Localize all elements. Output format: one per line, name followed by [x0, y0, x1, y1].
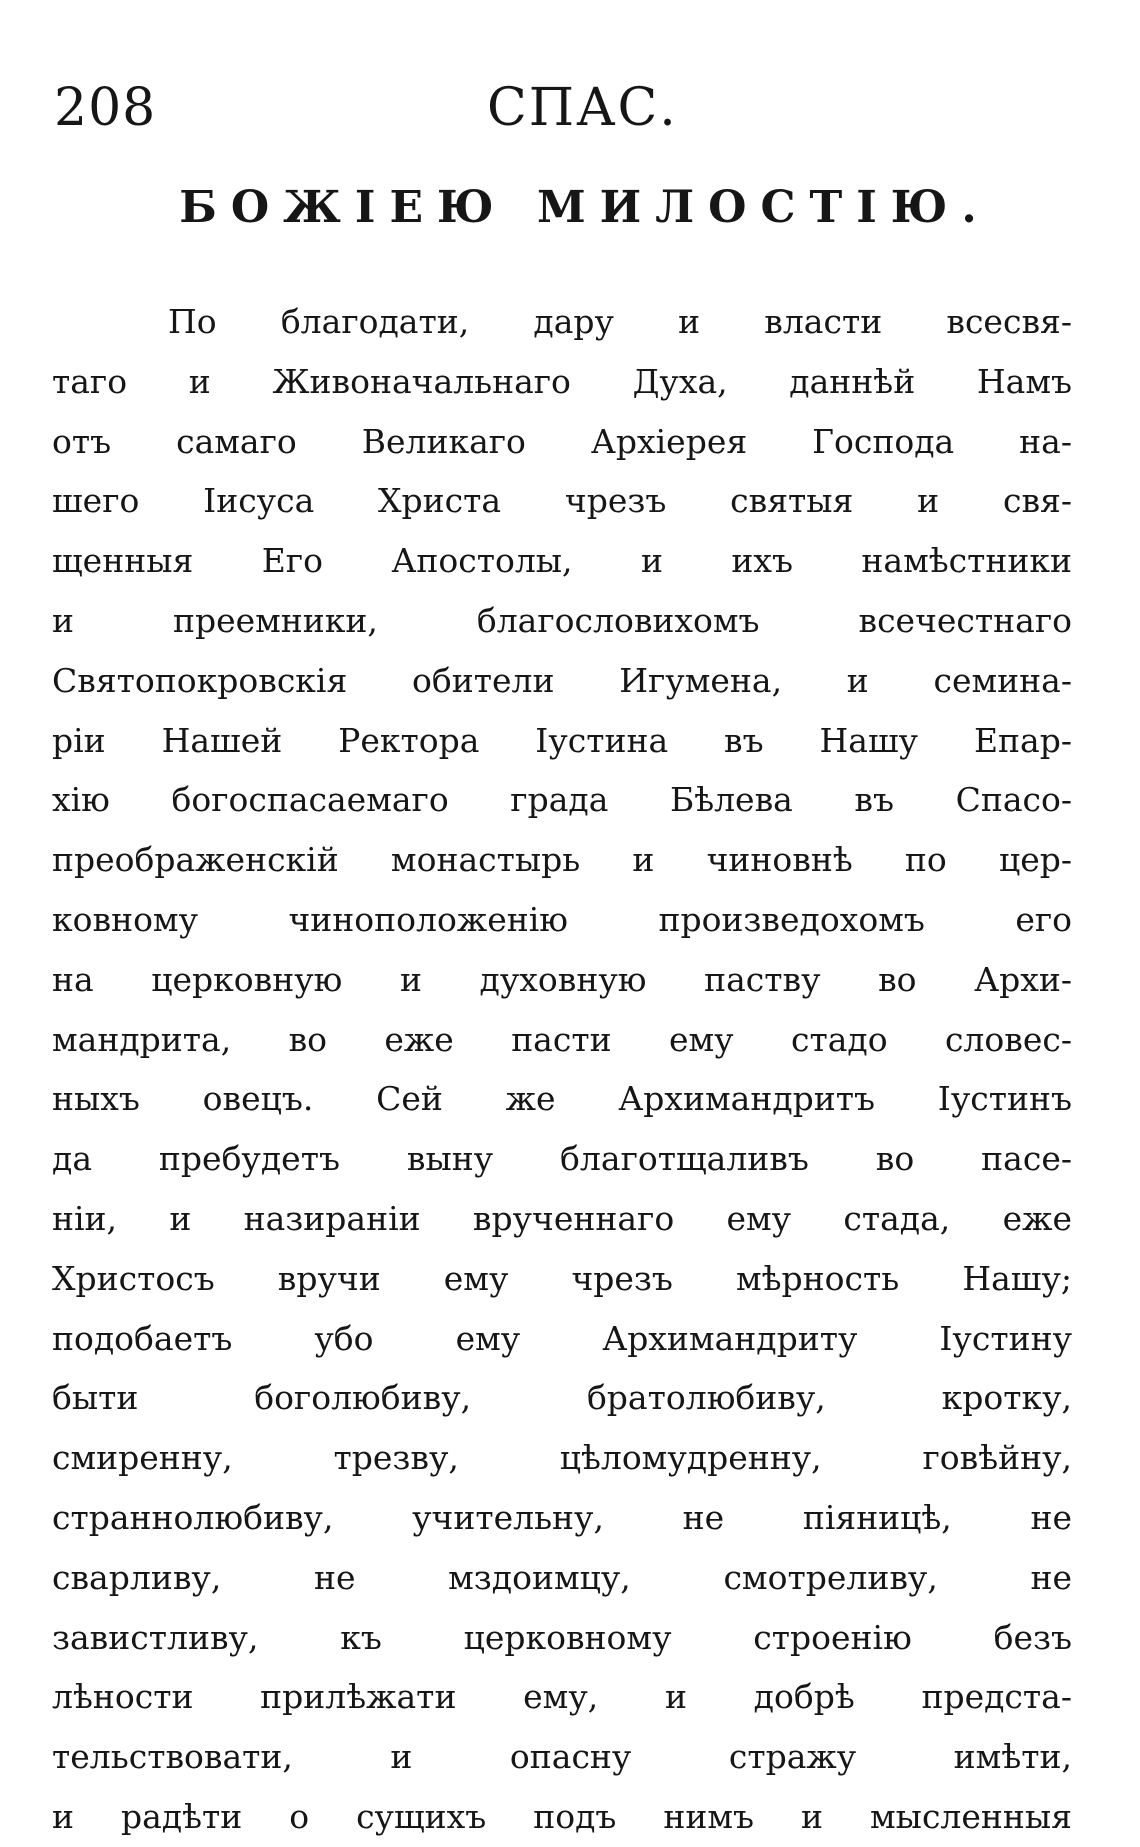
- text-line: сварливу, не мздоимцу, смотреливу, не: [52, 1557, 1072, 1597]
- text-line: отъ самаго Великаго Архіерея Господа на-: [52, 421, 1072, 461]
- running-head: [52, 78, 1062, 158]
- text-line: таго и Живоначальнаго Духа, даннѣй Намъ: [52, 361, 1072, 401]
- text-line: лѣности прилѣжати ему, и добрѣ предста-: [52, 1677, 1072, 1717]
- text-line: преображенскій монастырь и чиновнѣ по цер-: [52, 840, 1072, 880]
- text-line: хію богоспасаемаго града Бѣлева въ Спасо-: [52, 780, 1072, 820]
- text-line: Христосъ вручи ему чрезъ мѣрность Нашу;: [52, 1258, 1072, 1298]
- text-line: на церковную и духовную паству во Архи-: [52, 959, 1072, 999]
- text-line: Святопокровскія обители Игумена, и семина-: [52, 660, 1072, 700]
- text-line: ковному чиноположенію произведохомъ его: [52, 899, 1072, 939]
- text-line: ныхъ овецъ. Сей же Архимандритъ Іустинъ: [52, 1079, 1072, 1119]
- text-line: подобаетъ убо ему Архимандриту Іустину: [52, 1318, 1072, 1358]
- text-line: тельствовати, и опасну стражу имѣти,: [52, 1737, 1072, 1777]
- section-heading: БОЖІЕЮ МИЛОСТІЮ.: [179, 182, 991, 233]
- text-line: По благодати, дару и власти всесвя-: [168, 302, 1072, 341]
- text-line: страннолюбиву, учительну, не піяницѣ, не: [52, 1497, 1072, 1537]
- text-line: и радѣти о сущихъ подъ нимъ и мысленныя: [52, 1796, 1072, 1836]
- text-line: ніи, и назираніи врученнаго ему стада, еже: [52, 1198, 1072, 1238]
- text-line: да пребудетъ выну благотщаливъ во пасе-: [52, 1139, 1072, 1179]
- body-text: [52, 292, 1072, 1847]
- text-line: и преемники, благословихомъ всечестнаго: [52, 600, 1072, 640]
- text-line: щенныя Его Апостолы, и ихъ намѣстники: [52, 541, 1072, 581]
- text-line: мандрита, во еже пасти ему стадо словес-: [52, 1019, 1072, 1059]
- running-title: СПАС.: [487, 78, 678, 138]
- text-line: завистливу, къ церковному строенію безъ: [52, 1617, 1072, 1657]
- page-number: 208: [54, 78, 157, 138]
- text-line: смиренну, трезву, цѣломудренну, говѣйну,: [52, 1438, 1072, 1478]
- text-line: ріи Нашей Ректора Іустина въ Нашу Епар-: [52, 720, 1072, 760]
- text-line: шего Іисуса Христа чрезъ святыя и свя-: [52, 481, 1072, 521]
- text-line: быти боголюбиву, братолюбиву, кротку,: [52, 1378, 1072, 1418]
